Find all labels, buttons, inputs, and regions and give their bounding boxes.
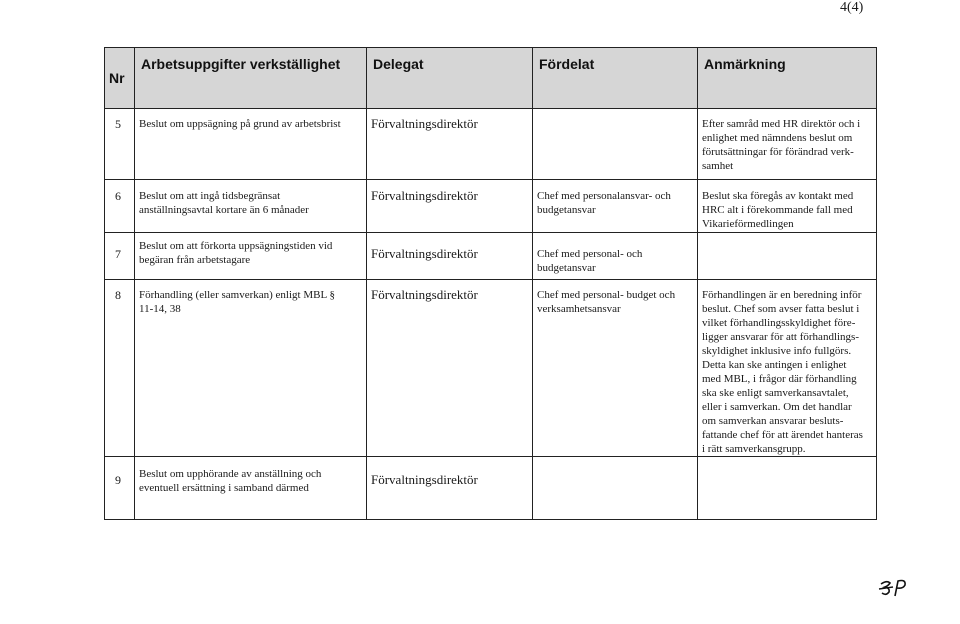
note-text: vilket förhandlingsskyldighet före-	[702, 317, 856, 329]
task-cell	[135, 180, 367, 233]
table-row	[105, 457, 877, 520]
row-number: 6	[105, 180, 135, 233]
note-text: samhet	[702, 160, 734, 172]
task-text: Förhandling (eller samverkan) enligt MBL §	[139, 289, 336, 301]
task-text: begäran från arbetstagare	[139, 254, 251, 266]
note-cell	[698, 457, 877, 520]
note-text: fattande chef för att ärendet hanteras	[702, 429, 863, 441]
note-text: om samverkan ansvarar besluts-	[702, 415, 844, 427]
note-cell	[698, 233, 877, 280]
note-text: enlighet med nämndens beslut om	[702, 132, 853, 144]
note-text: eller i samverkan. Om det handlar	[702, 401, 852, 413]
note-text: beslut. Chef som avser fatta beslut i	[702, 303, 860, 315]
note-text: HRC alt i förekommande fall med	[702, 204, 853, 216]
row-number: 8	[105, 280, 135, 457]
delegate-cell: Förvaltningsdirektör	[367, 109, 533, 180]
task-text: Beslut om att förkorta uppsägningstiden vid	[139, 240, 333, 252]
note-text: Beslut ska föregås av kontakt med	[702, 190, 854, 202]
table-row	[105, 233, 877, 280]
delegate-cell: Förvaltningsdirektör	[367, 457, 533, 520]
note-text: skyldighet inklusive info fullgörs.	[702, 345, 852, 357]
task-text: anställningsavtal kortare än 6 månader	[139, 204, 309, 216]
table-row	[105, 109, 877, 180]
task-cell	[135, 109, 367, 180]
note-text: Efter samråd med HR direktör och i	[702, 118, 861, 130]
competence-cell	[533, 233, 698, 280]
competence-text: Chef med personalansvar- och	[537, 190, 671, 202]
task-text: Beslut om upphörande av anställning och	[139, 468, 322, 480]
delegate-cell: Förvaltningsdirektör	[367, 233, 533, 280]
competence-text: budgetansvar	[537, 204, 596, 216]
task-text: Beslut om att ingå tidsbegränsat	[139, 190, 281, 202]
note-text: Vikarieförmedlingen	[702, 218, 794, 230]
task-text: 11-14, 38	[139, 303, 181, 315]
note-text: ligger ansvarar för att förhandlings-	[702, 331, 859, 343]
task-text: eventuell ersättning i samband därmed	[139, 482, 309, 494]
competence-cell	[533, 457, 698, 520]
note-text: Förhandlingen är en beredning inför	[702, 289, 862, 301]
note-text: förutsättningar för förändrad verk-	[702, 146, 854, 158]
header-nr: Nr	[105, 48, 135, 109]
competence-text: Chef med personal- budget och	[537, 289, 676, 301]
competence-text: verksamhetsansvar	[537, 303, 621, 315]
table-row	[105, 280, 877, 457]
table-row	[105, 180, 877, 233]
header-task: Arbetsuppgifter verkställighet	[135, 48, 367, 109]
note-text: ska ske enligt samverkansavtalet,	[702, 387, 849, 399]
note-text: Detta kan ske antingen i enlighet	[702, 359, 847, 371]
row-number: 5	[105, 109, 135, 180]
handwritten-initials-signature	[878, 576, 918, 600]
delegate-cell: Förvaltningsdirektör	[367, 180, 533, 233]
row-number: 7	[105, 233, 135, 280]
delegation-table	[104, 47, 877, 520]
note-cell	[698, 280, 877, 457]
page-number: 4(4)	[840, 0, 864, 15]
note-text: i rätt samverkansgrupp.	[702, 443, 806, 455]
competence-text: Chef med personal- och	[537, 248, 643, 260]
task-cell	[135, 280, 367, 457]
header-note: Anmärkning	[698, 48, 877, 109]
competence-text: budgetansvar	[537, 262, 596, 274]
note-text: med MBL, i frågor där förhandling	[702, 373, 857, 385]
header-competence: Fördelat	[533, 48, 698, 109]
competence-cell	[533, 180, 698, 233]
note-cell	[698, 109, 877, 180]
table-header-row	[105, 48, 877, 109]
competence-cell	[533, 280, 698, 457]
header-delegate: Delegat	[367, 48, 533, 109]
row-number: 9	[105, 457, 135, 520]
competence-cell	[533, 109, 698, 180]
note-cell	[698, 180, 877, 233]
delegate-cell: Förvaltningsdirektör	[367, 280, 533, 457]
task-cell	[135, 457, 367, 520]
task-text: Beslut om uppsägning på grund av arbetsbrist	[139, 118, 341, 130]
task-cell	[135, 233, 367, 280]
